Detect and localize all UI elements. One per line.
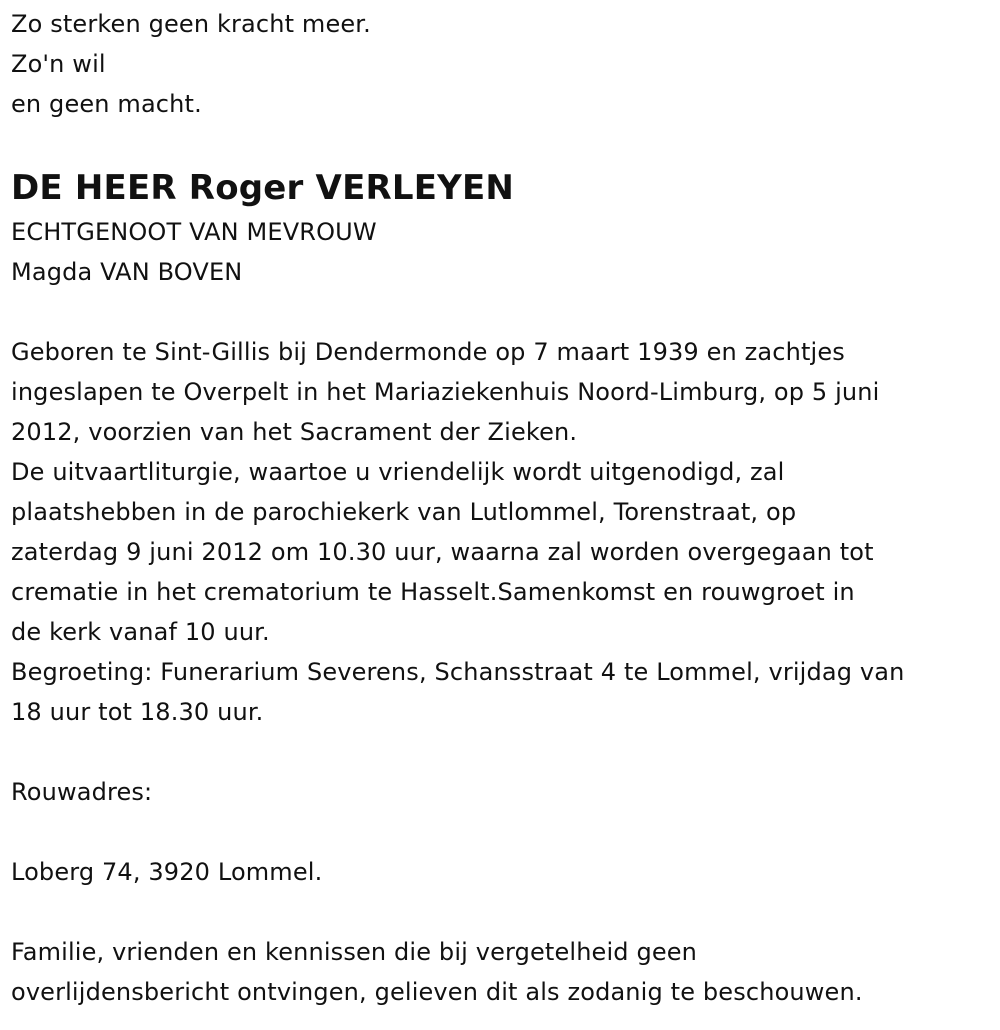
address-label: Rouwadres: [11, 778, 153, 806]
greeting-paragraph [11, 652, 996, 732]
funeral-line-4: crematie in het crematorium te Hasselt.Samenkomst en rouwgroet in [11, 578, 855, 606]
closing-line-1: Familie, vrienden en kennissen die bij vergetelheid geen [11, 938, 698, 966]
death-notice [11, 4, 996, 1012]
greeting-line-1: Begroeting: Funerarium Severens, Schansstraat 4 te Lommel, vrijdag van [11, 658, 905, 686]
funeral-line-1: De uitvaartliturgie, waartoe u vriendelijk wordt uitgenodigd, zal [11, 458, 785, 486]
quote-line-1: Zo sterken geen kracht meer. [11, 10, 371, 38]
closing-paragraph [11, 932, 996, 1012]
deceased-name: DE HEER Roger VERLEYEN [11, 168, 515, 208]
address-value: Loberg 74, 3920 Lommel. [11, 858, 323, 886]
section-spacer [11, 292, 996, 332]
section-spacer [11, 812, 996, 852]
section-spacer [11, 892, 996, 932]
greeting-line-2: 18 uur tot 18.30 uur. [11, 698, 264, 726]
quote-line-3: en geen macht. [11, 90, 202, 118]
quote-line-2: Zo'n wil [11, 50, 106, 78]
funeral-line-2: plaatshebben in de parochiekerk van Lutlommel, Torenstraat, op [11, 498, 797, 526]
birth-paragraph [11, 332, 996, 452]
funeral-line-3: zaterdag 9 juni 2012 om 10.30 uur, waarna zal worden overgegaan tot [11, 538, 874, 566]
memorial-quote [11, 4, 996, 124]
birth-line-3: 2012, voorzien van het Sacrament der Zieken. [11, 418, 578, 446]
funeral-paragraph [11, 452, 996, 652]
funeral-line-5: de kerk vanaf 10 uur. [11, 618, 270, 646]
birth-line-1: Geboren te Sint-Gillis bij Dendermonde op 7 maart 1939 en zachtjes [11, 338, 845, 366]
closing-line-2: overlijdensbericht ontvingen, gelieven dit als zodanig te beschouwen. [11, 978, 863, 1006]
relation-line: ECHTGENOOT VAN MEVROUW [11, 218, 377, 246]
birth-line-2: ingeslapen te Overpelt in het Mariaziekenhuis Noord-Limburg, op 5 juni [11, 378, 880, 406]
section-spacer [11, 732, 996, 772]
spouse-name: Magda VAN BOVEN [11, 258, 243, 286]
